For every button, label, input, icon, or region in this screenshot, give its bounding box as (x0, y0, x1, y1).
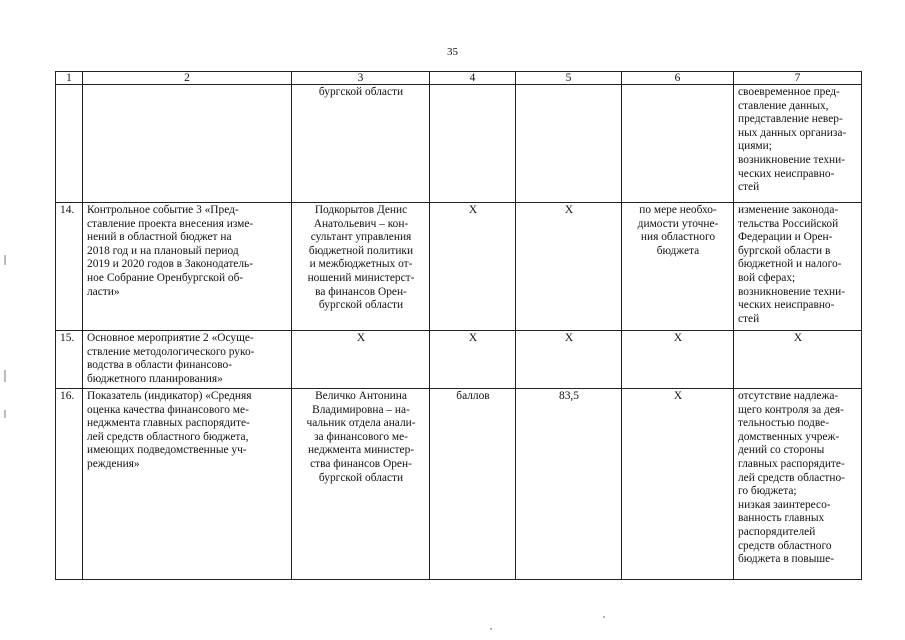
term-cell (622, 85, 734, 203)
document-table (55, 71, 862, 580)
scan-mark (4, 410, 6, 418)
term-cell: Х (622, 389, 734, 580)
name-cell (83, 85, 292, 203)
risks-cell: своевременное пред- ставление данных, представление невер- ных данных организа- циями; возникновение техни- ческих неисправно- стей (734, 85, 862, 203)
value-cell: 83,5 (516, 389, 622, 580)
table-row (56, 331, 862, 389)
risks-cell: Х (734, 331, 862, 389)
scan-mark (4, 370, 6, 382)
unit-cell: Х (430, 203, 516, 331)
page-number: 35 (447, 46, 458, 58)
header-cell: 7 (734, 72, 862, 85)
term-cell: по мере необхо- димости уточне- ния областного бюджета (622, 203, 734, 331)
row-number-cell (56, 85, 83, 203)
scan-mark (490, 628, 492, 630)
responsible-cell: Х (292, 331, 430, 389)
scan-mark (4, 255, 6, 265)
responsible-cell: Подкорытов Денис Анатольевич – кон- сультант управления бюджетной политики и межбюджетных от- ношений министерст- ва финансов Орен- бургской области (292, 203, 430, 331)
header-cell: 3 (292, 72, 430, 85)
row-number-cell: 14. (56, 203, 83, 331)
table-row (56, 389, 862, 580)
responsible-cell: Величко Антонина Владимировна – на- чальник отдела анали- за финансового ме- неджмента министер- ства финансов Орен- бургской области (292, 389, 430, 580)
name-cell: Контрольное событие 3 «Пред- ставление проекта внесения изме- нений в областной бюджет на 2018 год и на плановый период 2019 и 2020 годов в Законодатель- ное Собрание Оренбургской об- ласти» (83, 203, 292, 331)
risks-cell: изменение законода- тельства Российской Федерации и Орен- бургской области в бюджетной и налого- вой сферах; возникновение техни- ческих неисправно- стей (734, 203, 862, 331)
table-row (56, 203, 862, 331)
unit-cell: баллов (430, 389, 516, 580)
value-cell: Х (516, 331, 622, 389)
header-cell: 1 (56, 72, 83, 85)
name-cell: Основное мероприятие 2 «Осуще- ствление методологического руко- водства в области финансово- бюджетного планирования» (83, 331, 292, 389)
scan-mark (603, 616, 605, 618)
header-cell: 5 (516, 72, 622, 85)
row-number-cell: 16. (56, 389, 83, 580)
unit-cell (430, 85, 516, 203)
term-cell: Х (622, 331, 734, 389)
table-row (56, 85, 862, 203)
value-cell: Х (516, 203, 622, 331)
table-header-row (56, 72, 862, 85)
risks-cell: отсутствие надлежа- щего контроля за дея- тельностью подве- домственных учреж- дений со стороны главных распорядите- лей средств областно- го бюджета; низкая заинтересо- ванность главных распорядителей средств областного бюджета в повыше- (734, 389, 862, 580)
header-cell: 4 (430, 72, 516, 85)
value-cell (516, 85, 622, 203)
name-cell: Показатель (индикатор) «Средняя оценка качества финансового ме- неджмента главных распорядите- лей средств областного бюджета, имеющих подведомственные уч- реждения» (83, 389, 292, 580)
unit-cell: Х (430, 331, 516, 389)
header-cell: 2 (83, 72, 292, 85)
row-number-cell: 15. (56, 331, 83, 389)
responsible-cell: бургской области (292, 85, 430, 203)
header-cell: 6 (622, 72, 734, 85)
